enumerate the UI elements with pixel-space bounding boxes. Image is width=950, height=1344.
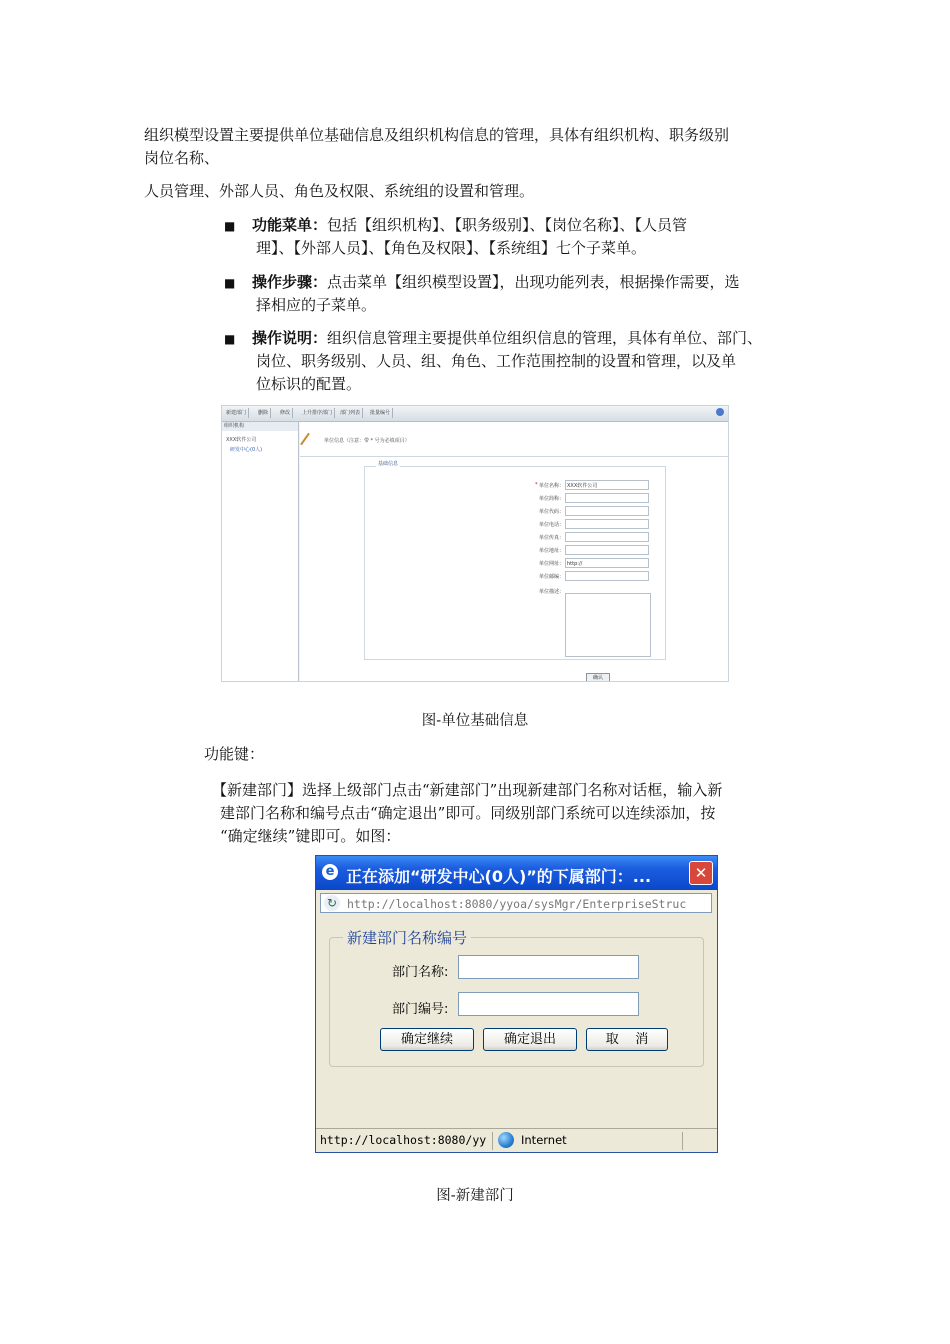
unit-code-input[interactable] [565, 506, 649, 516]
basic-info-legend: 基础信息 [378, 461, 399, 467]
breadcrumb: 单位信息（注意：带 * 号为必填项目） [324, 438, 410, 444]
tree-header: 组织机构 [222, 422, 298, 431]
bullet-text-line: 包括【组织机构】、【职务级别】、【岗位名称】、【人员管 [327, 216, 688, 234]
unit-name-input[interactable]: XXX软件公司 [565, 480, 649, 490]
field-label: 单位传真： [538, 535, 564, 541]
bullet-text-line: 位标识的配置。 [256, 375, 362, 393]
toolbar-new-dept-button[interactable]: 新建部门 [224, 408, 249, 418]
dept-name-input[interactable] [458, 955, 639, 979]
pencil-icon [300, 433, 310, 446]
status-url: http://localhost:8080/yy [320, 1133, 487, 1147]
bullet-square-icon: ■ [224, 276, 236, 290]
address-bar [320, 893, 712, 913]
toolbar-batch-number-button[interactable]: 批量编号 [368, 408, 393, 418]
bullet-square-icon: ■ [224, 332, 236, 346]
field-label: 单位地址： [538, 548, 564, 554]
ie-icon: e [322, 864, 338, 880]
field-row [450, 493, 650, 504]
field-row [450, 506, 650, 517]
toolbar-edit-button[interactable]: 修改 [278, 408, 293, 418]
funckeys-heading: 功能键： [204, 745, 265, 763]
funckeys-line-2: 建部门名称和编号点击“确定退出”即可。同级别部门系统可以连续添加，按 [220, 804, 716, 822]
field-label: 单位代码： [538, 509, 564, 515]
bullet-label: 功能菜单： [252, 216, 328, 234]
page-icon: ↻ [324, 895, 340, 911]
dept-code-input[interactable] [458, 992, 639, 1016]
unit-fax-input[interactable] [565, 532, 649, 542]
globe-icon [498, 1132, 514, 1148]
field-label: 单位名称： [538, 483, 564, 489]
status-divider [492, 1132, 493, 1150]
field-label: 单位简称： [538, 496, 564, 502]
field-row [450, 571, 650, 582]
unit-short-name-input[interactable] [565, 493, 649, 503]
funckeys-line-1: 【新建部门】选择上级部门点击“新建部门”出现新建部门名称对话框，输入新 [212, 781, 723, 799]
field-row [450, 519, 650, 530]
unit-website-input[interactable]: http:// [565, 558, 649, 568]
figure1-caption: 图-单位基础信息 [421, 713, 529, 729]
field-row [450, 532, 650, 543]
unit-description-textarea[interactable] [565, 593, 651, 657]
new-dept-dialog-screenshot [315, 855, 718, 1153]
field-row [450, 545, 650, 556]
status-bar [316, 1128, 717, 1153]
close-button[interactable]: ✕ [689, 861, 713, 885]
toolbar-sort-button[interactable]: 上升排序部门 [300, 408, 335, 418]
help-icon[interactable] [716, 408, 724, 416]
unit-postcode-input[interactable] [565, 571, 649, 581]
intro-line-2: 岗位名称、 [144, 149, 220, 167]
figure2-caption: 图-新建部门 [436, 1188, 514, 1204]
bullet-label: 操作步骤： [252, 273, 328, 291]
intro-line-3: 人员管理、外部人员、角色及权限、系统组的设置和管理。 [144, 182, 535, 200]
toolbar-dept-list-button[interactable]: 部门列表 [338, 408, 363, 418]
bullet-text-line: 点击菜单【组织模型设置】，出现功能列表，根据操作需要，选 [327, 273, 740, 291]
org-tree-panel [222, 422, 299, 682]
field-row [450, 558, 650, 569]
confirm-button[interactable]: 确认 [586, 673, 610, 682]
header-bar [300, 428, 728, 457]
field-label: 单位描述： [538, 589, 564, 595]
bullet-text-line: 岗位、职务级别、人员、组、角色、工作范围控制的设置和管理，以及单 [256, 352, 737, 370]
bullet-text-line: 理】、【外部人员】、【角色及权限】、【系统组】七个子菜单。 [256, 239, 647, 257]
unit-phone-input[interactable] [565, 519, 649, 529]
unit-address-input[interactable] [565, 545, 649, 555]
cancel-button[interactable]: 取 消 [586, 1028, 668, 1051]
confirm-exit-button[interactable]: 确定退出 [483, 1028, 577, 1051]
status-divider [682, 1132, 683, 1150]
new-dept-group-legend: 新建部门名称编号 [343, 927, 471, 948]
required-star: * [535, 482, 538, 488]
status-zone: Internet [521, 1133, 567, 1147]
bullet-text-line: 组织信息管理主要提供单位组织信息的管理，具体有单位、部门、 [327, 329, 763, 347]
field-label: 单位邮编： [538, 574, 564, 580]
intro-line-1: 组织模型设置主要提供单位基础信息及组织机构信息的管理，具体有组织机构、职务级别 [144, 126, 730, 144]
toolbar-delete-button[interactable]: 删除 [256, 408, 271, 418]
dialog-title-bar [316, 856, 717, 890]
confirm-continue-button[interactable]: 确定继续 [380, 1028, 474, 1051]
dept-name-label: 部门名称: [392, 965, 449, 980]
tree-node-company[interactable]: XXX软件公司 [226, 437, 257, 443]
dept-code-label: 部门编号: [392, 1002, 449, 1017]
funckeys-line-3: “确定继续”键即可。如图： [220, 827, 401, 845]
field-label: 单位网址： [538, 561, 564, 567]
unit-info-screenshot [221, 405, 729, 682]
unit-info-main [300, 422, 728, 682]
bullet-text-line: 择相应的子菜单。 [256, 296, 377, 314]
bullet-square-icon: ■ [224, 219, 236, 233]
field-label: 单位电话： [538, 522, 564, 528]
field-row [450, 480, 650, 491]
tree-node-rd-center[interactable]: 研发中心(0人) [230, 447, 263, 453]
toolbar [222, 406, 728, 422]
bullet-label: 操作说明： [252, 329, 328, 347]
address-url: http://localhost:8080/yyoa/sysMgr/EnterpriseStruc [347, 897, 687, 911]
dialog-title: 正在添加“研发中心(0人)”的下属部门：... [346, 867, 652, 886]
